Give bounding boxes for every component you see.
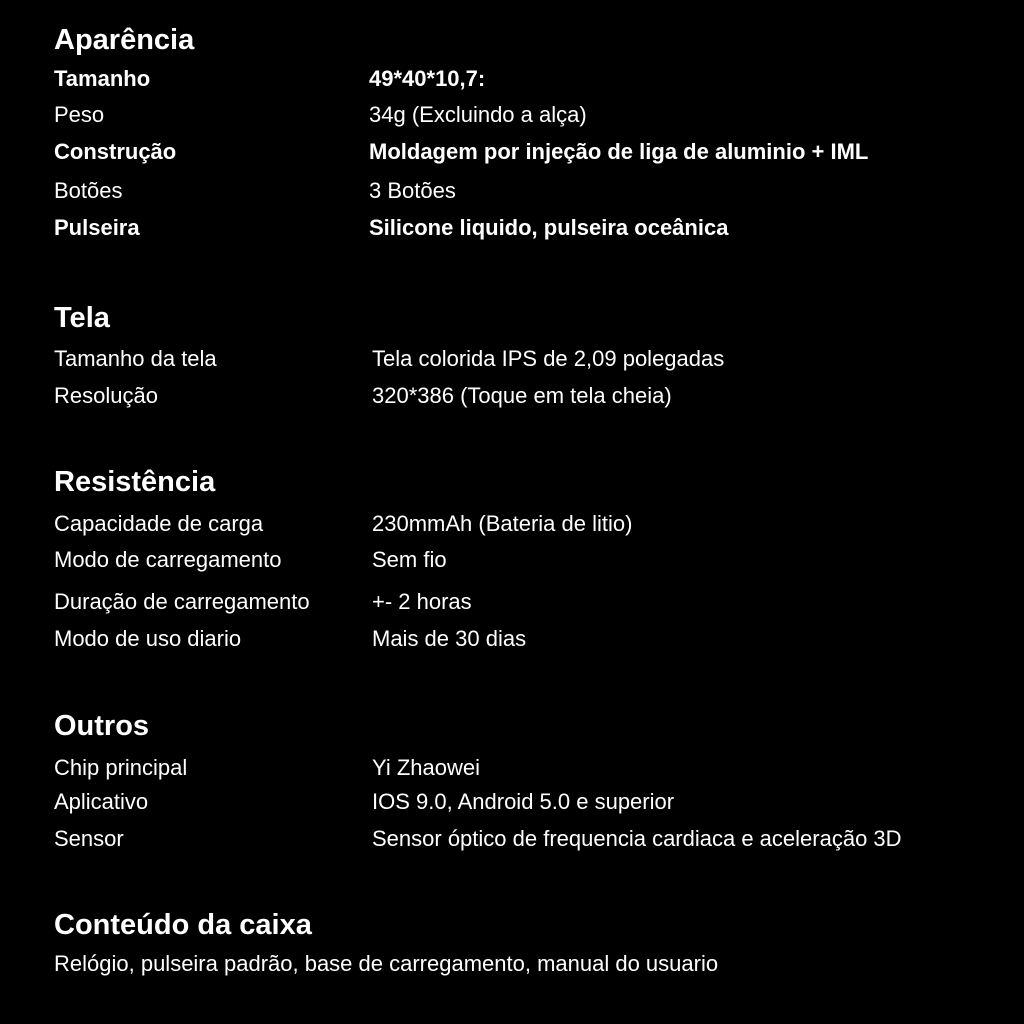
spec-label-modo-de-uso-diario: Modo de uso diario bbox=[54, 626, 242, 651]
spec-label-sensor: Sensor bbox=[54, 826, 124, 851]
spec-value-capacidade-de-carga: 230mmAh (Bateria de litio) bbox=[372, 511, 633, 536]
spec-value-aplicativo: IOS 9.0, Android 5.0 e superior bbox=[372, 789, 675, 814]
spec-value-duracao-de-carregamento: +- 2 horas bbox=[372, 589, 472, 614]
spec-value-modo-de-carregamento: Sem fio bbox=[372, 547, 447, 572]
spec-label-construcao: Construção bbox=[54, 139, 177, 164]
section-heading-conteudo-da-caixa: Conteúdo da caixa bbox=[54, 909, 312, 941]
spec-value-pulseira: Silicone liquido, pulseira oceânica bbox=[369, 215, 729, 240]
section-heading-outros: Outros bbox=[54, 710, 150, 742]
spec-value-chip-principal: Yi Zhaowei bbox=[372, 755, 481, 780]
spec-value-peso: 34g (Excluindo a alça) bbox=[369, 102, 587, 127]
spec-value-tamanho-da-tela: Tela colorida IPS de 2,09 polegadas bbox=[372, 346, 725, 371]
spec-label-peso: Peso bbox=[54, 102, 105, 127]
spec-label-duracao-de-carregamento: Duração de carregamento bbox=[54, 589, 310, 614]
spec-label-aplicativo: Aplicativo bbox=[54, 789, 149, 814]
spec-label-tamanho: Tamanho bbox=[54, 66, 151, 91]
spec-value-sensor: Sensor óptico de frequencia cardiaca e aceleração 3D bbox=[372, 826, 902, 851]
spec-value-construcao: Moldagem por injeção de liga de aluminio + IML bbox=[369, 139, 869, 164]
section-heading-resistencia: Resistência bbox=[54, 466, 216, 498]
spec-label-modo-de-carregamento: Modo de carregamento bbox=[54, 547, 282, 572]
spec-label-resolucao: Resolução bbox=[54, 383, 158, 408]
box-contents-text: Relógio, pulseira padrão, base de carregamento, manual do usuario bbox=[54, 951, 719, 976]
spec-label-tamanho-da-tela: Tamanho da tela bbox=[54, 346, 217, 371]
spec-label-capacidade-de-carga: Capacidade de carga bbox=[54, 511, 264, 536]
section-heading-aparencia: Aparência bbox=[54, 24, 195, 56]
spec-label-botoes: Botões bbox=[54, 178, 123, 203]
spec-label-pulseira: Pulseira bbox=[54, 215, 140, 240]
spec-value-botoes: 3 Botões bbox=[369, 178, 456, 203]
spec-value-modo-de-uso-diario: Mais de 30 dias bbox=[372, 626, 527, 651]
section-heading-tela: Tela bbox=[54, 302, 110, 334]
spec-value-tamanho: 49*40*10,7: bbox=[369, 66, 486, 91]
spec-value-resolucao: 320*386 (Toque em tela cheia) bbox=[372, 383, 672, 408]
spec-label-chip-principal: Chip principal bbox=[54, 755, 188, 780]
